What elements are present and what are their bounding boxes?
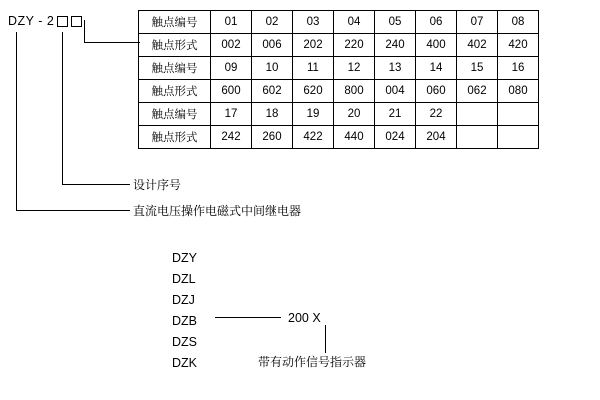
table-cell: 10 xyxy=(252,57,293,80)
contact-spec-table xyxy=(138,10,539,149)
model-code xyxy=(8,14,82,28)
leader-line-indicator-vertical xyxy=(325,325,326,353)
table-cell: 19 xyxy=(293,103,334,126)
series-item: DZJ xyxy=(172,293,195,307)
table-cell: 14 xyxy=(416,57,457,80)
series-item: DZL xyxy=(172,272,196,286)
row-label: 触点形式 xyxy=(139,80,211,103)
row-label: 触点形式 xyxy=(139,34,211,57)
table-row xyxy=(139,103,539,126)
leader-line-design-horizontal xyxy=(62,184,130,185)
leader-line-relay-horizontal xyxy=(16,210,130,211)
indicator-note-label: 带有动作信号指示器 xyxy=(258,355,367,369)
row-label: 触点编号 xyxy=(139,11,211,34)
table-cell: 22 xyxy=(416,103,457,126)
table-cell: 242 xyxy=(211,126,252,149)
table-cell: 240 xyxy=(375,34,416,57)
series-item: DZS xyxy=(172,335,197,349)
table-cell: 080 xyxy=(498,80,539,103)
table-cell xyxy=(457,126,498,149)
table-cell: 20 xyxy=(334,103,375,126)
table-cell: 09 xyxy=(211,57,252,80)
table-cell: 602 xyxy=(252,80,293,103)
table-cell: 06 xyxy=(416,11,457,34)
table-cell: 07 xyxy=(457,11,498,34)
table-cell: 260 xyxy=(252,126,293,149)
table-cell: 420 xyxy=(498,34,539,57)
table-row xyxy=(139,34,539,57)
table-cell: 21 xyxy=(375,103,416,126)
leader-line-contact-vertical xyxy=(84,20,85,42)
table-cell: 01 xyxy=(211,11,252,34)
table-body xyxy=(139,11,539,149)
series-list xyxy=(172,248,197,374)
table-row xyxy=(139,57,539,80)
table-cell: 400 xyxy=(416,34,457,57)
leader-line-relay-vertical xyxy=(16,32,17,210)
table-cell: 08 xyxy=(498,11,539,34)
table-cell: 15 xyxy=(457,57,498,80)
series-item: DZK xyxy=(172,356,197,370)
relay-description-label: 直流电压操作电磁式中间继电器 xyxy=(133,204,302,218)
model-code-box-2 xyxy=(71,16,82,27)
table-cell: 800 xyxy=(334,80,375,103)
table-cell: 024 xyxy=(375,126,416,149)
leader-line-contact-horizontal xyxy=(84,42,140,43)
table-cell xyxy=(457,103,498,126)
table-cell: 13 xyxy=(375,57,416,80)
table-cell: 402 xyxy=(457,34,498,57)
row-label: 触点编号 xyxy=(139,57,211,80)
design-number-label: 设计序号 xyxy=(133,178,182,192)
table-cell xyxy=(498,126,539,149)
series-item: DZY xyxy=(172,251,197,265)
table-cell: 05 xyxy=(375,11,416,34)
table-row xyxy=(139,126,539,149)
table-cell: 03 xyxy=(293,11,334,34)
table-row xyxy=(139,11,539,34)
table-cell: 440 xyxy=(334,126,375,149)
leader-line-design-vertical xyxy=(62,32,63,184)
leader-line-series-code xyxy=(215,317,281,318)
table-cell: 422 xyxy=(293,126,334,149)
row-label: 触点编号 xyxy=(139,103,211,126)
series-code-label: 200 X xyxy=(288,311,321,325)
table-cell: 02 xyxy=(252,11,293,34)
table-cell xyxy=(498,103,539,126)
table-cell: 620 xyxy=(293,80,334,103)
table-cell: 006 xyxy=(252,34,293,57)
table-cell: 204 xyxy=(416,126,457,149)
table-cell: 060 xyxy=(416,80,457,103)
table-cell: 17 xyxy=(211,103,252,126)
model-code-text: DZY - 2 xyxy=(8,14,55,28)
model-code-box-1 xyxy=(57,16,68,27)
table-cell: 04 xyxy=(334,11,375,34)
table-cell: 202 xyxy=(293,34,334,57)
row-label: 触点形式 xyxy=(139,126,211,149)
table-cell: 004 xyxy=(375,80,416,103)
table-cell: 062 xyxy=(457,80,498,103)
table-row xyxy=(139,80,539,103)
table-cell: 18 xyxy=(252,103,293,126)
table-cell: 11 xyxy=(293,57,334,80)
table-cell: 16 xyxy=(498,57,539,80)
series-item: DZB xyxy=(172,314,197,328)
table-cell: 220 xyxy=(334,34,375,57)
table-cell: 002 xyxy=(211,34,252,57)
table-cell: 600 xyxy=(211,80,252,103)
table-cell: 12 xyxy=(334,57,375,80)
